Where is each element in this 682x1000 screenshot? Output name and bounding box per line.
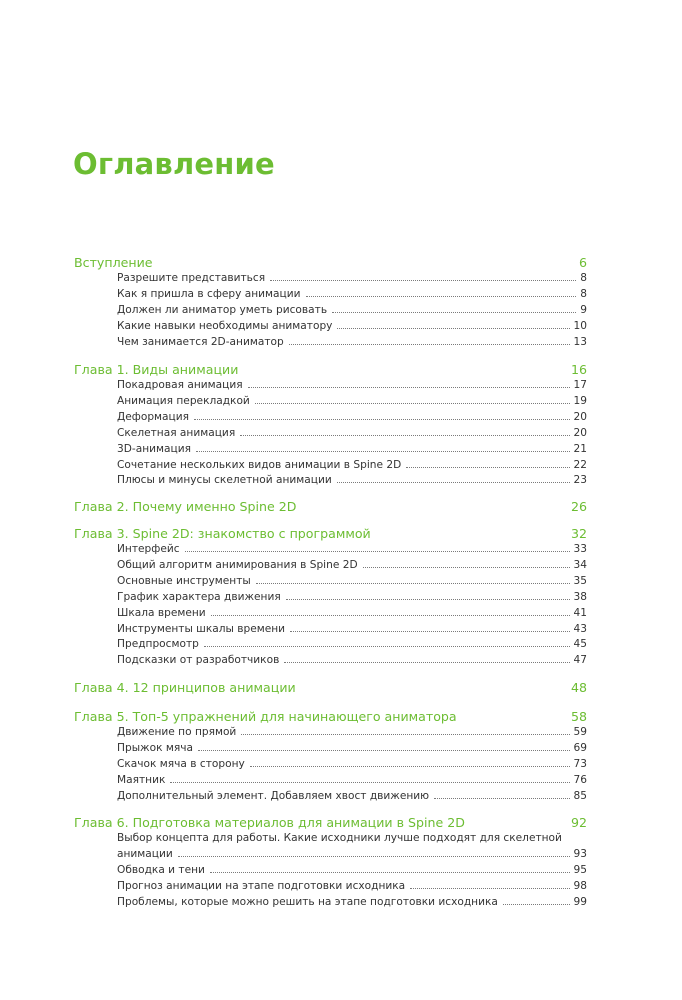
toc-entry-line[interactable]	[0, 832, 682, 844]
leader-dots	[204, 646, 570, 647]
entry-page-number: 85	[573, 789, 587, 802]
entry-title: График характера движения	[117, 590, 281, 603]
entry-title: Интерфейс	[117, 543, 180, 555]
leader-dots	[290, 631, 569, 632]
leader-dots	[178, 856, 570, 857]
chapter-title: Глава 5. Топ-5 упражнений для начинающего аниматора	[74, 709, 457, 724]
entry-page-number: 43	[573, 622, 587, 635]
entry-title: Выбор концепта для работы. Какие исходники лучше подходят для скелетной	[117, 832, 562, 844]
leader-dots	[255, 403, 570, 404]
toc-entry[interactable]	[0, 880, 682, 892]
chapter-title: Вступление	[74, 255, 153, 270]
toc-entry[interactable]	[0, 443, 682, 455]
toc-chapter[interactable]	[0, 499, 682, 514]
entry-title: Сочетание нескольких видов анимации в Spine 2D	[117, 458, 402, 471]
toc-entry[interactable]	[0, 427, 682, 439]
entry-page-number: 45	[573, 638, 587, 651]
leader-dots	[332, 312, 576, 313]
toc-entry[interactable]	[0, 726, 682, 738]
entry-page-number: 47	[573, 654, 587, 667]
entry-title: Проблемы, которые можно решить на этапе подготовки исходника	[117, 895, 498, 908]
entry-page-number: 38	[573, 590, 587, 603]
entry-title: Как я пришла в сферу анимации	[117, 287, 301, 300]
entry-page-number: 99	[573, 895, 587, 908]
toc-entry[interactable]	[0, 411, 682, 423]
entry-title: Инструменты шкалы времени	[117, 622, 286, 635]
leader-dots	[170, 782, 569, 783]
entry-page-number: 13	[573, 335, 587, 348]
leader-dots	[337, 482, 570, 483]
entry-page-number: 76	[573, 773, 587, 786]
entry-title: Какие навыки необходимы аниматору	[117, 319, 333, 332]
toc-entry[interactable]	[0, 575, 682, 587]
entry-page-number: 59	[573, 726, 587, 738]
entry-page-number: 41	[573, 606, 587, 619]
entry-page-number: 22	[573, 458, 587, 471]
toc-chapter[interactable]	[0, 709, 682, 724]
toc-entry[interactable]	[0, 654, 682, 666]
leader-dots	[211, 615, 570, 616]
leader-dots	[406, 467, 569, 468]
toc-entry[interactable]	[0, 591, 682, 603]
toc-chapter[interactable]	[0, 362, 682, 377]
leader-dots	[410, 888, 569, 889]
entry-title: Деформация	[117, 410, 190, 423]
toc-entry[interactable]	[0, 623, 682, 635]
entry-page-number: 19	[573, 394, 587, 407]
entry-page-number: 73	[573, 757, 587, 770]
toc-entry[interactable]	[0, 459, 682, 471]
toc-entry[interactable]	[0, 607, 682, 619]
entry-page-number: 93	[573, 847, 587, 860]
entry-page-number: 98	[573, 879, 587, 892]
toc-entry[interactable]	[0, 474, 682, 486]
chapter-title: Глава 1. Виды анимации	[74, 362, 239, 377]
entry-page-number: 34	[573, 558, 587, 571]
leader-dots	[363, 567, 570, 568]
entry-title: Подсказки от разработчиков	[117, 654, 280, 667]
entry-page-number: 10	[573, 319, 587, 332]
chapter-page-number: 48	[570, 680, 587, 695]
entry-title: Разрешите представиться	[117, 272, 266, 284]
entry-title: Чем занимается 2D-аниматор	[117, 335, 284, 348]
toc-entry[interactable]	[0, 320, 682, 332]
entry-title: Плюсы и минусы скелетной анимации	[117, 474, 332, 487]
toc-entry[interactable]	[0, 272, 682, 284]
entry-page-number: 20	[573, 426, 587, 439]
entry-title: Должен ли аниматор уметь рисовать	[117, 303, 328, 316]
toc-chapter[interactable]	[0, 680, 682, 695]
toc-entry[interactable]	[0, 395, 682, 407]
toc-entry[interactable]	[0, 774, 682, 786]
entry-page-number: 35	[573, 574, 587, 587]
entry-title: 3D-анимация	[117, 442, 191, 455]
chapter-page-number: 26	[570, 499, 587, 514]
toc-entry[interactable]	[0, 288, 682, 300]
entry-title: Прыжок мяча	[117, 741, 193, 754]
chapter-title: Глава 4. 12 принципов анимации	[74, 680, 296, 695]
toc-chapter[interactable]	[0, 255, 682, 270]
entry-title: Дополнительный элемент. Добавляем хвост движению	[117, 789, 430, 802]
leader-dots	[250, 766, 570, 767]
leader-dots	[256, 583, 570, 584]
leader-dots	[194, 419, 570, 420]
toc-entry[interactable]	[0, 336, 682, 348]
leader-dots	[306, 296, 577, 297]
entry-page-number: 9	[580, 303, 587, 316]
toc-entry[interactable]	[0, 864, 682, 876]
leader-dots	[284, 662, 569, 663]
chapter-title: Глава 3. Spine 2D: знакомство с программой	[74, 526, 371, 541]
entry-title: Основные инструменты	[117, 574, 251, 587]
chapter-title: Глава 2. Почему именно Spine 2D	[74, 499, 297, 514]
entry-title: Общий алгоритм анимирования в Spine 2D	[117, 558, 358, 571]
entry-title: Движение по прямой	[117, 726, 237, 738]
leader-dots	[270, 280, 576, 281]
chapter-page-number: 6	[578, 255, 587, 270]
toc-chapter[interactable]	[0, 526, 682, 541]
entry-page-number: 8	[580, 287, 587, 300]
leader-dots	[289, 344, 570, 345]
leader-dots	[210, 872, 570, 873]
chapter-page-number: 58	[570, 709, 587, 724]
toc-chapter[interactable]	[0, 815, 682, 830]
entry-title: Скачок мяча в сторону	[117, 757, 245, 770]
entry-page-number: 8	[580, 272, 587, 284]
chapter-page-number: 32	[570, 526, 587, 541]
leader-dots	[248, 387, 570, 388]
entry-page-number: 23	[573, 474, 587, 487]
entry-page-number: 33	[573, 543, 587, 555]
entry-title: Предпросмотр	[117, 638, 199, 651]
entry-page-number: 17	[573, 379, 587, 391]
toc-entry[interactable]	[0, 742, 682, 754]
entry-page-number: 20	[573, 410, 587, 423]
toc-entry[interactable]	[0, 379, 682, 391]
entry-title: Скелетная анимация	[117, 426, 236, 439]
entry-title: Маятник	[117, 773, 166, 786]
leader-dots	[337, 328, 569, 329]
chapter-title: Глава 6. Подготовка материалов для анимации в Spine 2D	[74, 815, 465, 830]
toc-entry[interactable]	[0, 638, 682, 650]
entry-title: Покадровая анимация	[117, 379, 243, 391]
leader-dots	[240, 435, 569, 436]
toc-entry[interactable]	[0, 896, 682, 908]
leader-dots	[503, 904, 570, 905]
entry-title: Прогноз анимации на этапе подготовки исходника	[117, 879, 406, 892]
toc-entry[interactable]	[0, 758, 682, 770]
entry-title: Анимация перекладкой	[117, 394, 250, 407]
entry-title-continuation: анимации	[117, 847, 173, 860]
entry-page-number: 95	[573, 863, 587, 876]
leader-dots	[185, 551, 570, 552]
entry-title: Шкала времени	[117, 606, 206, 619]
toc-entry[interactable]	[0, 543, 682, 555]
entry-page-number: 21	[573, 442, 587, 455]
toc-entry[interactable]	[0, 304, 682, 316]
chapter-page-number: 16	[570, 362, 587, 377]
toc-entry[interactable]	[0, 848, 682, 860]
toc-entry[interactable]	[0, 559, 682, 571]
leader-dots	[241, 734, 569, 735]
entry-title: Обводка и тени	[117, 863, 205, 876]
leader-dots	[196, 451, 570, 452]
chapter-page-number: 92	[570, 815, 587, 830]
toc-entry[interactable]	[0, 790, 682, 802]
leader-dots	[434, 798, 569, 799]
leader-dots	[286, 599, 570, 600]
leader-dots	[198, 750, 570, 751]
page-title: Оглавление	[73, 147, 275, 181]
entry-page-number: 69	[573, 741, 587, 754]
